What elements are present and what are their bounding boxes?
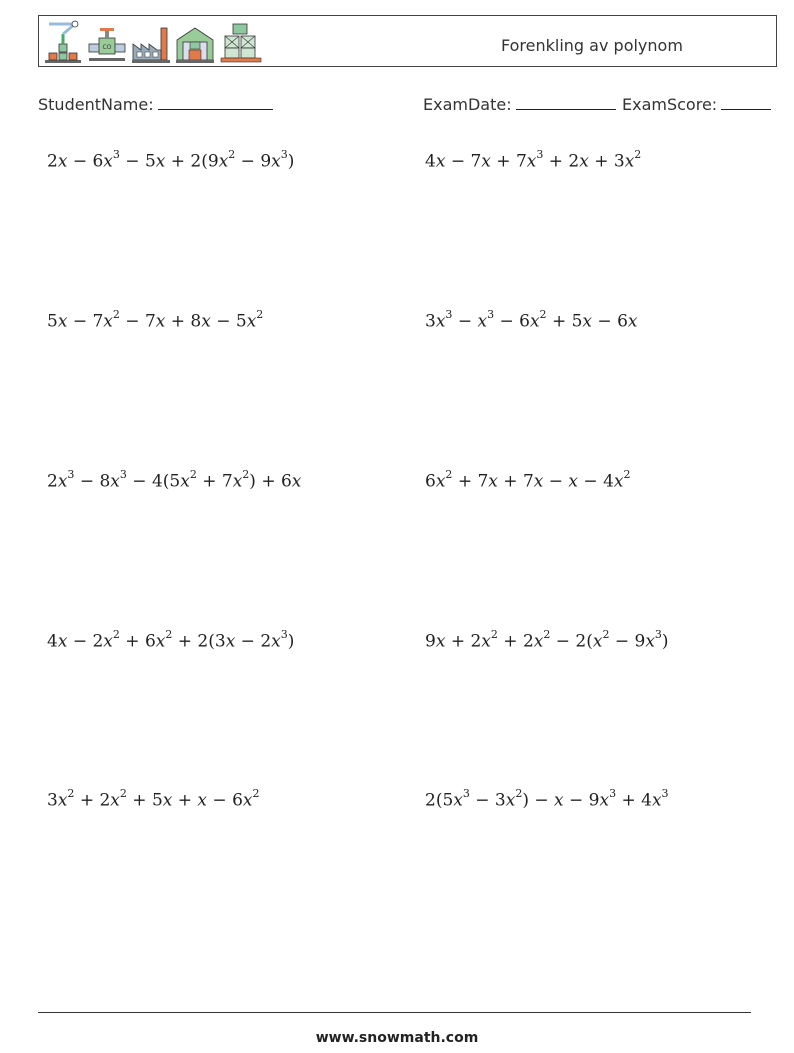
- problem-8: $9x + 2x^2 + 2x^2 - 2(x^2 - 9x^3)$: [425, 628, 669, 652]
- worksheet-title: Forenkling av polynom: [501, 36, 683, 55]
- warehouse-icon: [175, 20, 215, 64]
- problem-2: $4x - 7x + 7x^3 + 2x + 3x^2$: [425, 148, 642, 172]
- footer-divider: [38, 1012, 751, 1013]
- problem-5: $2x^3 - 8x^3 - 4(5x^2 + 7x^2) + 6x$: [47, 468, 302, 492]
- problem-7: $4x - 2x^2 + 6x^2 + 2(3x - 2x^3)$: [47, 628, 295, 652]
- student-name-line[interactable]: [158, 93, 273, 110]
- pallet-crates-icon: [219, 20, 263, 64]
- problem-10: $2(5x^3 - 3x^2) - x - 9x^3 + 4x^3$: [425, 787, 669, 811]
- pipeline-valve-icon: [87, 20, 127, 64]
- problem-4: $3x^3 - x^3 - 6x^2 + 5x - 6x$: [425, 308, 638, 332]
- problem-1: $2x - 6x^3 - 5x + 2(9x^2 - 9x^3)$: [47, 148, 295, 172]
- header-icons: [43, 18, 263, 64]
- svg-text:CO: CO: [102, 44, 112, 51]
- footer-url[interactable]: www.snowmath.com: [315, 1030, 479, 1046]
- problem-9: $3x^2 + 2x^2 + 5x + x - 6x^2$: [47, 787, 260, 811]
- header-box: [38, 15, 777, 67]
- exam-score-label: ExamScore:: [622, 95, 718, 114]
- exam-score-line[interactable]: [721, 93, 771, 110]
- exam-score-field[interactable]: [622, 93, 771, 114]
- student-name-field[interactable]: [38, 93, 273, 114]
- robot-arm-icon: [43, 20, 83, 64]
- student-name-label: StudentName:: [38, 95, 154, 114]
- exam-date-field[interactable]: [423, 93, 616, 114]
- problem-6: $6x^2 + 7x + 7x - x - 4x^2$: [425, 468, 631, 492]
- exam-date-line[interactable]: [516, 93, 616, 110]
- factory-icon: [131, 20, 171, 64]
- problem-3: $5x - 7x^2 - 7x + 8x - 5x^2$: [47, 308, 264, 332]
- exam-date-label: ExamDate:: [423, 95, 512, 114]
